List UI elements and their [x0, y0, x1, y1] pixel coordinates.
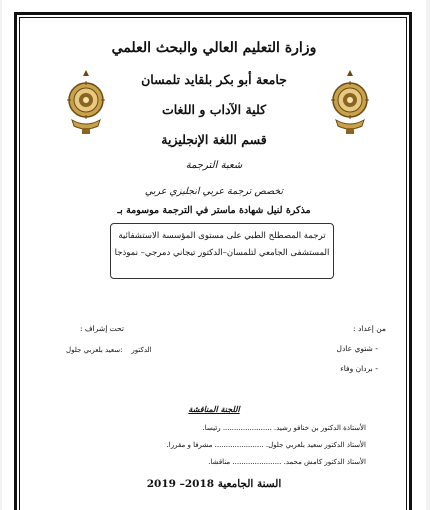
author-row-2 [340, 364, 378, 373]
committee-member-2 [167, 441, 366, 449]
department-name: قسم اللغة الإنجليزية [161, 132, 267, 147]
university-emblem-icon [328, 70, 372, 136]
committee-title: اللجنة المناقشة [188, 404, 240, 414]
committee-member-role: مناقشا. [208, 458, 231, 466]
dot-leader: ...................... [222, 424, 272, 432]
committee-member-name: الأستاذة الدكتور بن خنافو رشيد. [274, 424, 366, 432]
supervisor-name: :سعيد بلعربي جلول [66, 346, 123, 354]
thesis-note: مذكرة لنيل شهادة ماستر في الترجمة موسومة بـ [117, 205, 311, 216]
dot-leader: ...................... [214, 441, 264, 449]
author-row-1 [337, 344, 378, 353]
bullet-icon: - [372, 364, 378, 373]
committee-member-role: مشرفا و مقررا. [166, 441, 213, 449]
dot-leader: ...................... [232, 458, 282, 466]
faculty-name: كلية الآداب و اللغات [161, 102, 267, 117]
bullet-icon: - [372, 344, 378, 353]
specialty-line: تخصص ترجمة عربي انجليزي عربي [144, 186, 284, 197]
university-name: جامعة أبو بكر بلقايد تلمسان [141, 72, 287, 87]
authors-label: من إعداد : [353, 324, 386, 333]
committee-member-3 [208, 458, 366, 466]
committee-member-name: الأستاذ الدكتور كامش محمد. [283, 458, 366, 466]
ministry-heading: وزارة التعليم العالي والبحث العلمي [111, 40, 317, 56]
university-emblem-icon [64, 70, 108, 136]
supervisor-line [66, 346, 152, 354]
thesis-title-box [110, 223, 334, 279]
academic-year: السنة الجامعية 2018– 2019 [146, 478, 282, 490]
supervisor-role: الدكتور [131, 346, 152, 354]
committee-member-name: الأستاذ الدكتور سعيد بلعربي جلول. [265, 441, 366, 449]
committee-member-1 [203, 424, 366, 432]
section-name: شعبة الترجمة [185, 160, 243, 171]
author-name: بردان وفاء [340, 364, 373, 373]
thesis-title-line-1: ترجمة المصطلح الطبي على مستوى المؤسسة الاستشفائية [118, 231, 326, 241]
thesis-title-line-2: المستشفى الجامعي لتلمسان–الدكتور تيجاني دمرجي– نموذجا [114, 248, 330, 258]
document-page [2, 0, 426, 510]
committee-member-role: رئيسا. [202, 424, 221, 432]
author-name: شتوي عادل [336, 344, 373, 353]
supervision-label: تحت إشراف : [80, 324, 124, 333]
